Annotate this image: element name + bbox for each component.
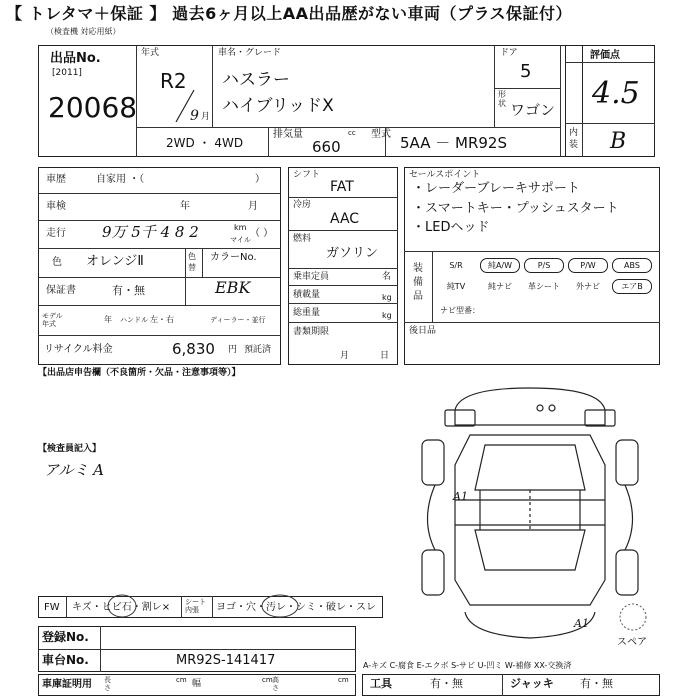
doc-period-month: 月 (340, 351, 350, 361)
ac-label: 冷房 (293, 200, 312, 210)
fuel-label: 燃料 (293, 234, 312, 244)
cert-height: 高さ (272, 676, 279, 692)
handle-value: 左・右 (150, 315, 174, 324)
sales-points-label: セールスポイント (409, 170, 481, 180)
doc-period-day: 日 (380, 351, 390, 361)
dealer-value: ディーラー・並行 (210, 316, 266, 324)
displacement-value: 660 (312, 138, 341, 156)
riders-unit: 名 (382, 272, 392, 282)
weight-label: 総重量 (293, 308, 321, 318)
inspection-month: 月 (248, 201, 258, 212)
model-value: 5AA － MR92S (400, 134, 507, 152)
mileage-mile: マイル (230, 236, 251, 244)
lot-number: 20068 (48, 91, 138, 124)
color-value: オレンジⅡ (86, 254, 144, 269)
lot-label: 出品No. (50, 51, 101, 66)
retrofit-label: 後日品 (409, 326, 437, 336)
equip-navi: 純ナビ (488, 282, 512, 291)
load-unit: kg (382, 293, 392, 302)
damage-mark-a1-rear: A1 (574, 617, 589, 630)
shape-value: ワゴン (510, 101, 556, 119)
cert-width: 幅 (192, 679, 202, 689)
shift-value: FAT (330, 179, 354, 195)
equip-power-steering: P/S (524, 258, 564, 273)
shape-label: 形状 (498, 90, 506, 108)
fw-label: FW (44, 602, 60, 613)
recycle-unit: 円 (228, 345, 238, 355)
cert-label: 車庫証明用 (42, 679, 92, 690)
shift-label: シフト (293, 170, 321, 180)
fw-circle-marks (100, 592, 310, 624)
recycle-label: リサイクル料金 (44, 344, 113, 355)
warranty-value: 有・無 (112, 284, 145, 297)
inspection-label: 車検 (46, 201, 66, 212)
sales-point-3: ・LEDヘッド (412, 220, 490, 235)
equip-tv: 純TV (446, 282, 466, 291)
chassis-value: MR92S-141417 (176, 653, 276, 668)
car-name-label: 車名・グレード (218, 48, 282, 58)
inspection-year: 年 (180, 201, 190, 212)
history-close: ） (255, 174, 265, 185)
year-label: 年式 (141, 48, 160, 58)
equip-airbag: エアB (612, 279, 652, 294)
tools-value: 有・無 (430, 677, 463, 690)
cert-length: 長さ (104, 676, 111, 692)
equip-ext-navi: 外ナビ (576, 282, 600, 291)
car-grade: ハイブリッドX (222, 96, 334, 116)
tools-label: 工具 (370, 677, 392, 690)
fw-text1: キズ・ヒビ石・割レ× (72, 602, 171, 613)
handle-label: ハンドル (120, 316, 148, 324)
riders-label: 乗車定員 (293, 272, 330, 282)
model-year-unit: 年 (104, 315, 112, 324)
equip-abs: ABS (612, 258, 652, 273)
year-era: R2 (160, 69, 187, 93)
recycle-value: 6,830 (172, 340, 215, 358)
equip-leather: 革シート (528, 282, 560, 291)
doors-value: 5 (520, 61, 532, 82)
jack-value: 有・無 (580, 677, 613, 690)
color-label: 色 (52, 257, 62, 268)
sales-point-2: ・スマートキー・プッシュスタート (412, 201, 619, 216)
color-code: EBK (215, 278, 251, 297)
sales-point-1: ・レーダーブレーキサポート (412, 181, 580, 196)
reg-label: 登録No. (42, 630, 89, 644)
interior-value: B (610, 129, 627, 154)
navi-model-label: ナビ型番： (440, 306, 480, 315)
cert-length-unit: cm (176, 676, 187, 684)
mileage-value: 9万 5千 4 8 2 (102, 223, 199, 241)
mileage-bracket: （ ） (250, 228, 274, 239)
cert-height-unit: cm (338, 676, 349, 684)
year-month: 9 (190, 108, 199, 124)
recycle-note: 預託済 (244, 345, 272, 355)
year-slash (172, 88, 198, 124)
score-value: 4.5 (592, 76, 640, 111)
equip-power-windows: P/W (568, 258, 608, 273)
score-label: 評価点 (590, 50, 620, 61)
color-change-label: 色替 (188, 252, 196, 272)
inspector-notes-text: アルミ A (44, 461, 105, 479)
year-month-unit: 月 (201, 112, 211, 122)
lot-sub: [2011] (52, 68, 82, 78)
equip-alloy-wheels: 純A/W (480, 258, 520, 273)
mileage-km: km (234, 223, 247, 232)
interior-label: 内装 (569, 128, 579, 150)
page-title: 【 トレタマ＋保証 】 過去6ヶ月以上AA出品歴がない車両（プラス保証付） (6, 4, 572, 23)
fw-seat: シート内張 (185, 598, 206, 614)
doc-period-label: 書類期限 (293, 327, 330, 337)
fuel-value: ガソリン (326, 246, 379, 261)
header-subtitle: （検査機 対応用紙） (46, 27, 121, 36)
chassis-label: 車台No. (42, 653, 89, 667)
mileage-label: 走行 (46, 228, 66, 239)
spare-tire-icon (618, 602, 648, 632)
drive-type: 2WD ・ 4WD (166, 136, 244, 150)
displacement-unit: cc (348, 129, 356, 137)
warranty-label: 保証書 (46, 285, 76, 296)
spare-label: スペア (617, 637, 647, 648)
load-label: 積載量 (293, 290, 321, 300)
history-text: 自家用 ・（ (96, 174, 145, 185)
model-label: 型式 (371, 129, 391, 140)
damage-mark-a1: A1 (453, 490, 468, 503)
history-label: 車歴 (46, 174, 66, 185)
ac-value: AAC (330, 211, 360, 227)
damage-legend: A-キズ C-腐食 E-エクボ S-サビ U-凹ミ W-補修 XX-交換済 (363, 661, 572, 670)
equip-sunroof: S/R (449, 261, 463, 270)
model-year-label: モデル年式 (42, 312, 63, 328)
weight-unit: kg (382, 311, 392, 320)
displacement-label: 排気量 (273, 129, 303, 140)
doors-label: ドア (500, 48, 518, 58)
jack-label: ジャッキ (510, 677, 554, 690)
exhibitor-notes-label: 【出品店申告欄（不良箇所・欠品・注意事項等）】 (38, 368, 241, 378)
car-name: ハスラー (222, 70, 290, 90)
cert-width-unit: cm (262, 676, 273, 684)
equipment-label: 装備品 (413, 263, 423, 302)
color-code-label: カラーNo. (210, 252, 257, 263)
inspector-notes-label: 【検査員記入】 (38, 444, 102, 454)
fw-text2: ヨゴ・穴・汚レ・シミ・破レ・スレ (216, 602, 376, 613)
